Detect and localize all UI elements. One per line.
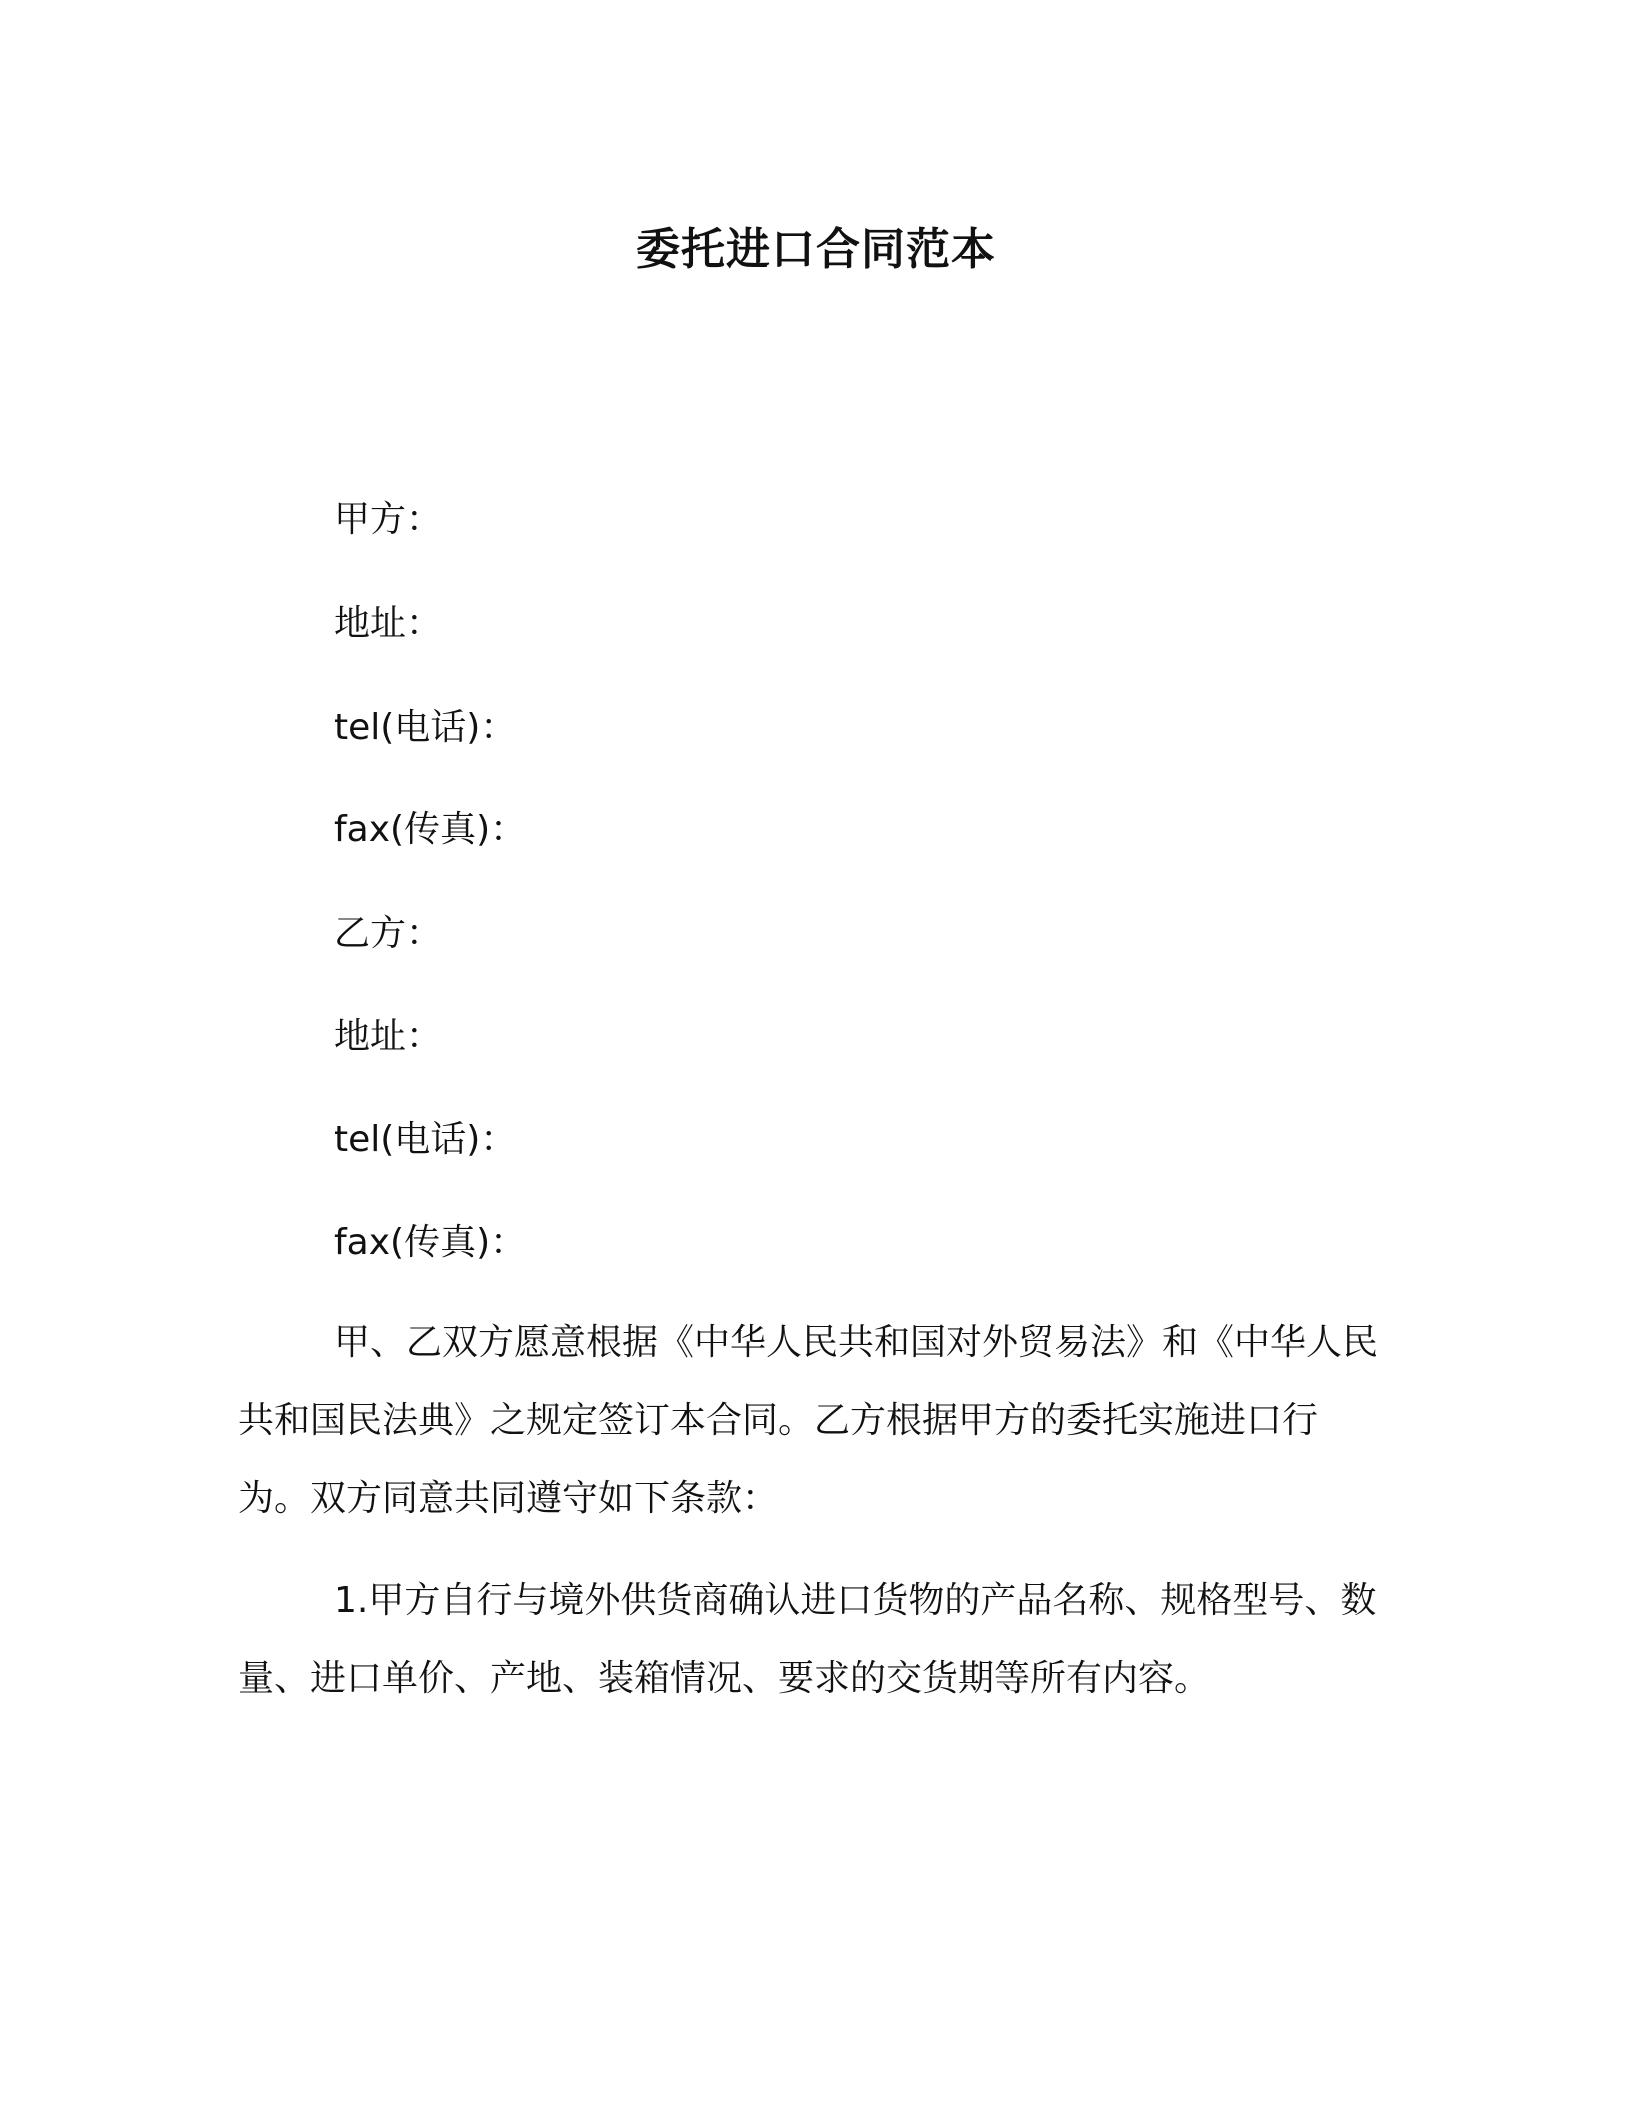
party-a-fax-label: fax(传真)： bbox=[334, 809, 527, 850]
party-b-name-label: 乙方： bbox=[334, 913, 443, 954]
party-a-name-label: 甲方： bbox=[334, 499, 443, 540]
party-a-address-label: 地址： bbox=[334, 603, 443, 644]
party-b-address-label: 地址： bbox=[334, 1016, 443, 1057]
party-b-fax-label: fax(传真)： bbox=[334, 1222, 527, 1263]
paragraph-preamble: 甲、乙双方愿意根据《中华人民共和国对外贸易法》和《中华人民共和国民法典》之规定签订本合同。乙方根据甲方的委托实施进口行为。双方同意共同遵守如下条款： bbox=[238, 1322, 1379, 1519]
document-title: 委托进口合同范本 bbox=[636, 224, 996, 275]
paragraph-clause-1: 1.甲方自行与境外供货商确认进口货物的产品名称、规格型号、数量、进口单价、产地、装箱情况、要求的交货期等所有内容。 bbox=[238, 1580, 1377, 1699]
party-b-tel-label: tel(电话)： bbox=[334, 1119, 517, 1160]
party-a-tel-label: tel(电话)： bbox=[334, 707, 517, 748]
